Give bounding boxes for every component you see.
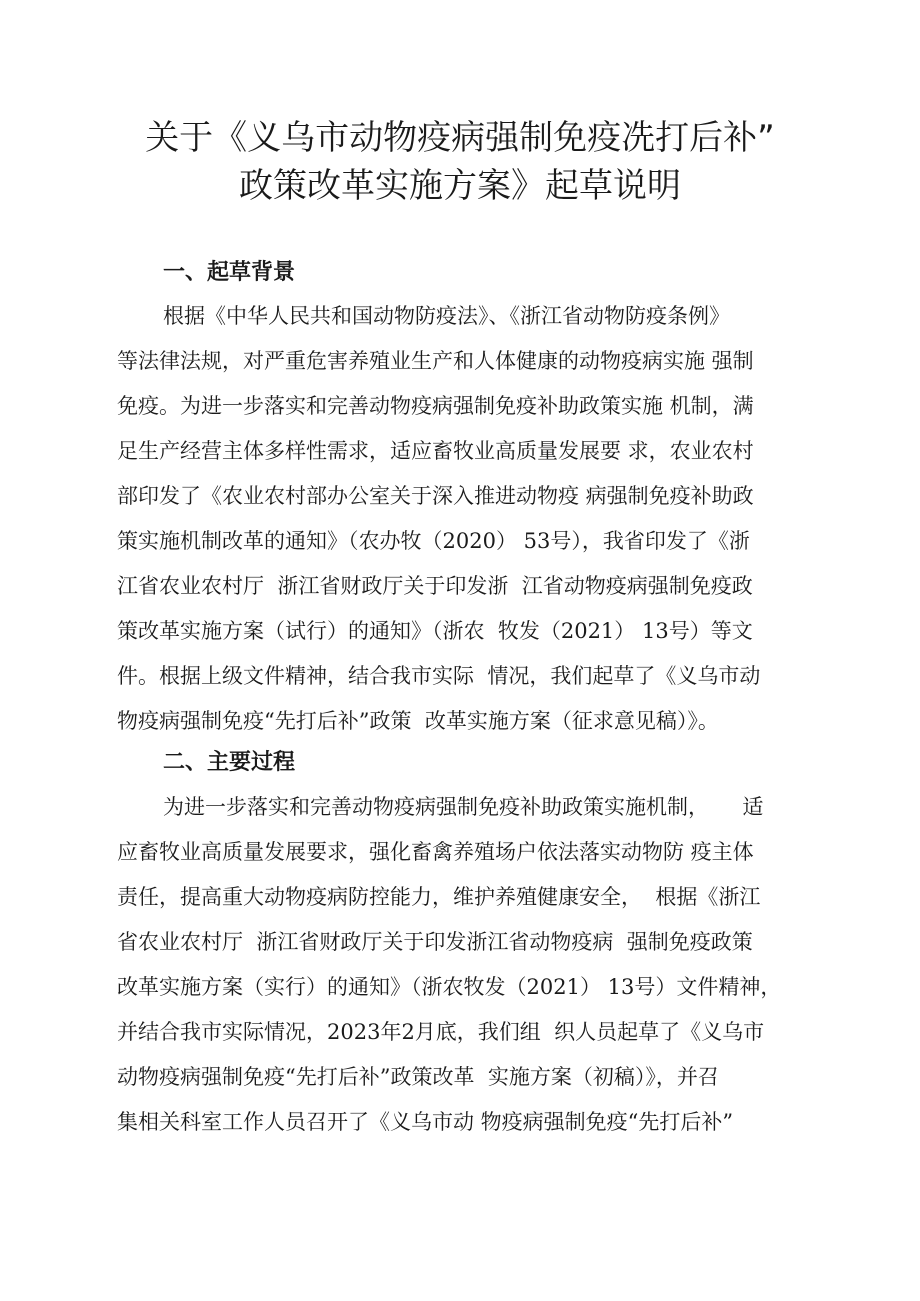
paragraph-line-text: 省农业农村厅 浙江省财政厅关于印发浙江省动物疫病 强制免疫政策 (117, 930, 753, 954)
paragraph-line-text: 为进一步落实和完善动物疫病强制免疫补助政策实施机制， 适 (163, 795, 764, 819)
paragraph-line-text: 等法律法规，对严重危害养殖业生产和人体健康的动物疫病实施 强制 (117, 349, 754, 373)
paragraph-line-text: 并结合我市实际情况，2023年2月底，我们组 织人员起草了《义乌市 (117, 1020, 765, 1044)
paragraph-line-text: 集相关科室工作人员召开了《义乌市动 物疫病强制免疫“先打后补” (117, 1110, 734, 1134)
paragraph-line-text: 策实施机制改革的通知》（农办牧（2020） 53号），我省印发了《浙 (117, 529, 750, 553)
document-title-line-2: 政策改革实施方案》起草说明 (239, 166, 681, 206)
paragraph-line-text: 件。根据上级文件精神，结合我市实际 情况，我们起草了《义乌市动 (117, 664, 761, 688)
section-heading-background: 一、起草背景 (163, 260, 296, 285)
paragraph-line-text: 物疫病强制免疫“先打后补”政策 改革实施方案（征求意见稿）》。 (117, 709, 719, 733)
paragraph-line-text: 应畜牧业高质量发展要求，强化畜禽养殖场户依法落实动物防 疫主体 (117, 840, 754, 864)
section-heading-process: 二、主要过程 (163, 750, 296, 775)
paragraph-line-text: 根据《中华人民共和国动物防疫法》、《浙江省动物防疫条例》 (163, 304, 730, 328)
document-title-line-1: 关于《义乌市动物疫病强制免疫冼打后补” (145, 118, 775, 158)
paragraph-line-text: 免疫。为进一步落实和完善动物疫病强制免疫补助政策实施 机制，满 (117, 394, 754, 418)
paragraph-line-text: 足生产经营主体多样性需求，适应畜牧业高质量发展要 求，农业农村 (117, 439, 754, 463)
paragraph-line-text: 策改革实施方案（试行）的通知》（浙农 牧发（2021） 13号）等文 (117, 619, 753, 643)
paragraph-line-text: 动物疫病强制免疫“先打后补”政策改革 实施方案（初稿）》，并召 (117, 1065, 719, 1089)
paragraph-line-text: 改革实施方案（实行）的通知》（浙农牧发（2021） 13号）文件精神， (117, 975, 782, 999)
paragraph-line-text: 责任，提高重大动物疫病防控能力，维护养殖健康安全， 根据《浙江 (117, 885, 761, 909)
paragraph-line-text: 部印发了《农业农村部办公室关于深入推进动物疫 病强制免疫补助政 (117, 484, 754, 508)
paragraph-line-text: 江省农业农村厅 浙江省财政厅关于印发浙 江省动物疫病强制免疫政 (117, 574, 753, 598)
